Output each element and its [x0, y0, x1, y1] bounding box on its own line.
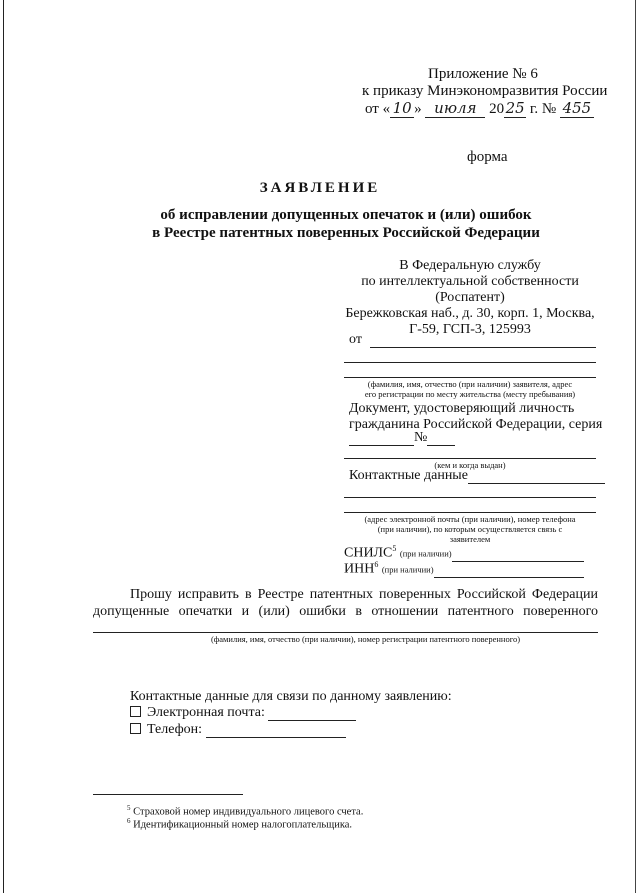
- issued-hint: (кем и когда выдан): [434, 460, 506, 470]
- applicant-contacts-line-3[interactable]: [344, 512, 596, 513]
- request-line-2: допущенные опечатки и (или) ошибки в отношении патентного поверенного: [93, 604, 598, 619]
- addressee-line-3: (Роспатент): [435, 290, 505, 305]
- order-label: к приказу Минэкономразвития России: [362, 83, 608, 99]
- date-day: 10: [390, 99, 414, 118]
- applicant-contacts-row: [349, 468, 605, 484]
- contacts-heading: Контактные данные для связи по данному заявлению:: [130, 689, 452, 704]
- applicant-contacts-field[interactable]: [468, 469, 605, 484]
- contacts-hint-2: (при наличии), по которым осуществляется связь с: [377, 524, 563, 534]
- addressee-line-1: В Федеральную службу: [399, 258, 541, 273]
- subtitle-line-1: об исправлении допущенных опечаток и (или) ошибок: [160, 207, 532, 223]
- contacts-hint-1: (адрес электронной почты (при наличии), номер телефона: [364, 514, 576, 524]
- number-label: №: [414, 430, 428, 445]
- inn-label: ИНН: [344, 561, 375, 577]
- scan-edge-left: [3, 0, 4, 893]
- issued-field-line[interactable]: [344, 458, 596, 459]
- name-hint-2: его регистрации по месту жительства (месту пребывания): [364, 389, 576, 399]
- attorney-field-line[interactable]: [93, 632, 598, 633]
- footnote-5-text: Страховой номер индивидуального лицевого счета.: [133, 806, 364, 818]
- request-line-1: Прошу исправить в Реестре патентных поверенных Российской Федерации: [130, 587, 598, 602]
- phone-label: Телефон:: [147, 722, 203, 737]
- phone-checkbox[interactable]: [130, 723, 141, 734]
- footnote-5: [127, 804, 363, 818]
- applicant-contacts-label: Контактные данные: [349, 468, 468, 483]
- snils-row: [344, 544, 584, 562]
- id-doc-line-1: Документ, удостоверяющий личность: [349, 401, 575, 416]
- inn-field[interactable]: [434, 563, 584, 578]
- phone-field[interactable]: [206, 723, 346, 738]
- email-field[interactable]: [268, 706, 356, 721]
- from-field-line-1[interactable]: [370, 347, 596, 348]
- phone-row: [130, 722, 346, 738]
- snils-label: СНИЛС: [344, 545, 393, 561]
- email-row: [130, 705, 356, 721]
- date-year: 25: [505, 99, 525, 117]
- appendix-label: Приложение № 6: [428, 66, 538, 82]
- addressee-line-5: Г-59, ГСП-3, 125993: [409, 322, 531, 337]
- subtitle-line-2: в Реестре патентных поверенных Российской Федерации: [152, 225, 540, 241]
- from-field-line-2[interactable]: [344, 362, 596, 363]
- number-field[interactable]: [427, 431, 455, 446]
- addressee-line-2: по интеллектуальной собственности: [361, 274, 579, 289]
- name-hint-1: (фамилия, имя, отчество (при наличии) заявителя, адрес: [367, 379, 573, 389]
- date-mid: »: [414, 101, 422, 117]
- date-suffix: г. №: [529, 101, 557, 117]
- attorney-hint: (фамилия, имя, отчество (при наличии), номер регистрации патентного поверенного): [210, 634, 521, 644]
- footnote-6: [127, 817, 352, 831]
- snils-hint: (при наличии): [399, 548, 452, 559]
- inn-sup: 6: [374, 560, 379, 569]
- id-doc-line-2: гражданина Российской Федерации, серия: [349, 417, 603, 432]
- date-from: от «: [365, 101, 391, 117]
- footnote-6-number: 6: [127, 817, 131, 825]
- date-month: июля: [425, 99, 485, 118]
- order-date-line: [365, 99, 594, 118]
- order-number: 455: [560, 99, 594, 118]
- from-field-line-3[interactable]: [344, 377, 596, 378]
- footnote-separator: [93, 794, 243, 795]
- inn-row: [344, 560, 584, 578]
- footnote-5-number: 5: [127, 804, 131, 812]
- applicant-contacts-line-2[interactable]: [344, 497, 596, 498]
- series-field[interactable]: [349, 431, 414, 446]
- contacts-hint-3: заявителем: [449, 534, 491, 544]
- snils-sup: 5: [392, 544, 397, 553]
- scan-edge-right: [635, 0, 636, 893]
- date-year-prefix: 20: [489, 101, 505, 117]
- email-label: Электронная почта:: [147, 705, 265, 720]
- email-checkbox[interactable]: [130, 706, 141, 717]
- id-doc-series-number: [349, 430, 455, 446]
- page-title: ЗАЯВЛЕНИЕ: [259, 180, 381, 196]
- form-label: форма: [467, 149, 508, 165]
- footnote-6-text: Идентификационный номер налогоплательщика.: [133, 819, 353, 831]
- from-label: от: [349, 332, 362, 347]
- addressee-line-4: Бережковская наб., д. 30, корп. 1, Москва,: [345, 306, 595, 321]
- inn-hint: (при наличии): [381, 564, 434, 575]
